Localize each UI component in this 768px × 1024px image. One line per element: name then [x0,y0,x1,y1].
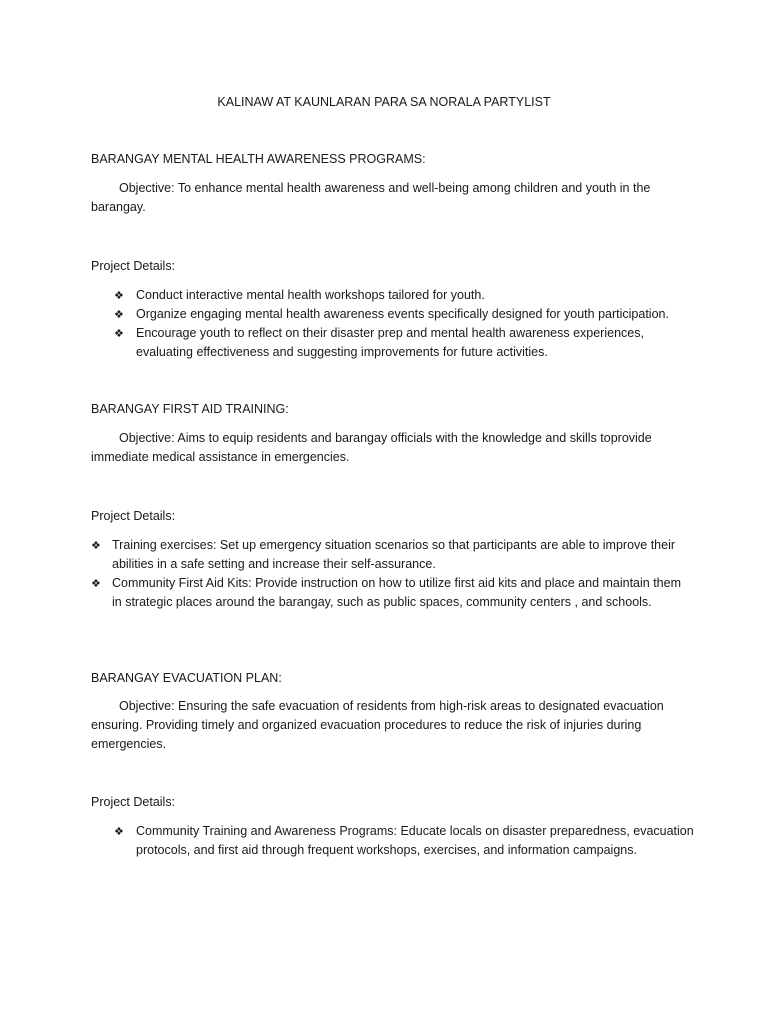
project-details-list-first-aid [91,536,682,612]
list-item [114,324,696,362]
section-heading-mental-health: BARANGAY MENTAL HEALTH AWARENESS PROGRAMS: [91,152,426,166]
list-item-text: Community First Aid Kits: Provide instruction on how to utilize first aid kits and place and maintain them in strategic places around the barangay, such as public spaces, community centers , and schools. [112,576,682,609]
project-details-list-mental-health [114,286,696,362]
section-heading-evacuation: BARANGAY EVACUATION PLAN: [91,671,282,685]
list-item [114,305,696,324]
section-heading-first-aid: BARANGAY FIRST AID TRAINING: [91,402,289,416]
list-item-text: Community Training and Awareness Programs: Educate locals on disaster preparedness, evacuation protocols, and first aid through frequent workshops, exercises, and information campaigns. [136,824,694,857]
list-item-text: Training exercises: Set up emergency situation scenarios so that participants are able to improve their abilities in a safe setting and increase their self-assurance. [112,538,676,571]
list-item [91,536,682,574]
project-details-list-evacuation [114,822,696,860]
project-details-label: Project Details: [91,259,176,273]
section-objective-mental-health: Objective: To enhance mental health awareness and well-being among children and youth in the barangay. [91,181,651,214]
diamond-bullet-icon: ❖ [114,308,124,321]
list-item-text: Conduct interactive mental health workshops tailored for youth. [136,288,485,302]
list-item [91,574,682,612]
document-title: KALINAW AT KAUNLARAN PARA SA NORALA PARTYLIST [217,95,551,109]
project-details-label: Project Details: [91,795,176,809]
list-item [114,822,696,860]
diamond-bullet-icon: ❖ [114,327,124,340]
list-item [114,286,696,305]
diamond-bullet-icon: ❖ [91,539,101,552]
section-objective-evacuation: Objective: Ensuring the safe evacuation of residents from high-risk areas to designated evacuation ensuring. Providing timely and organized evacuation procedures to reduce the risk of injuries during emergencies. [91,699,664,751]
diamond-bullet-icon: ❖ [114,825,124,838]
diamond-bullet-icon: ❖ [114,289,124,302]
project-details-label: Project Details: [91,509,176,523]
section-objective-first-aid: Objective: Aims to equip residents and barangay officials with the knowledge and skills toprovide immediate medical assistance in emergencies. [91,431,652,464]
list-item-text: Organize engaging mental health awareness events specifically designed for youth participation. [136,307,669,321]
list-item-text: Encourage youth to reflect on their disaster prep and mental health awareness experiences, evaluating effectiveness and suggesting improvements for future activities. [136,326,644,359]
diamond-bullet-icon: ❖ [91,577,101,590]
